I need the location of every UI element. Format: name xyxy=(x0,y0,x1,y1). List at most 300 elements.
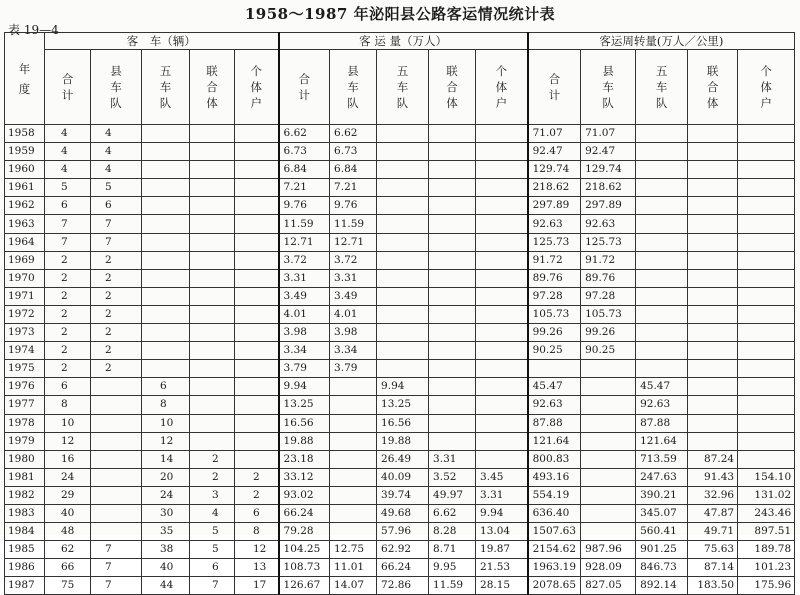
value-cell: 2 xyxy=(45,269,91,287)
value-cell: 19.88 xyxy=(279,432,330,450)
value-cell xyxy=(377,305,429,323)
value-cell: 35 xyxy=(142,523,190,541)
value-cell xyxy=(190,360,235,378)
subheader-volume-2: 五 车 队 xyxy=(377,50,429,125)
value-cell: 6.62 xyxy=(279,125,330,143)
value-cell xyxy=(235,215,279,233)
value-cell: 2 xyxy=(91,360,142,378)
header-passenger-volume: 客 运 量（万人） xyxy=(279,33,528,50)
value-cell: 827.05 xyxy=(581,577,636,595)
value-cell: 4 xyxy=(91,143,142,161)
value-cell xyxy=(476,305,528,323)
value-cell: 3.31 xyxy=(429,450,476,468)
value-cell: 6.84 xyxy=(279,161,330,179)
value-cell: 29 xyxy=(45,486,91,504)
value-cell: 101.23 xyxy=(738,559,795,577)
value-cell: 892.14 xyxy=(636,577,688,595)
value-cell xyxy=(235,269,279,287)
value-cell: 2 xyxy=(45,251,91,269)
value-cell xyxy=(235,432,279,450)
value-cell xyxy=(738,233,795,251)
table-title: 1958～1987 年泌阳县公路客运情况统计表 xyxy=(244,5,556,23)
value-cell xyxy=(476,143,528,161)
value-cell xyxy=(377,125,429,143)
value-cell: 7 xyxy=(91,577,142,595)
year-cell: 1970 xyxy=(5,269,45,287)
value-cell: 247.63 xyxy=(636,468,688,486)
value-cell xyxy=(429,215,476,233)
value-cell: 7 xyxy=(91,233,142,251)
value-cell xyxy=(190,432,235,450)
value-cell: 121.64 xyxy=(636,432,688,450)
table-row xyxy=(5,342,795,360)
value-cell xyxy=(142,125,190,143)
value-cell: 2 xyxy=(190,450,235,468)
value-cell xyxy=(330,378,377,396)
value-cell xyxy=(377,287,429,305)
value-cell: 13.04 xyxy=(476,523,528,541)
table-row xyxy=(5,233,795,251)
value-cell xyxy=(476,179,528,197)
subheader-vehicles-0: 合 计 xyxy=(45,50,91,125)
table-row xyxy=(5,324,795,342)
value-cell: 2 xyxy=(91,324,142,342)
value-cell xyxy=(190,179,235,197)
year-cell: 1976 xyxy=(5,378,45,396)
value-cell: 6.62 xyxy=(429,504,476,522)
value-cell: 89.76 xyxy=(528,269,581,287)
value-cell: 800.83 xyxy=(528,450,581,468)
value-cell xyxy=(91,504,142,522)
value-cell: 87.88 xyxy=(636,414,688,432)
value-cell xyxy=(738,179,795,197)
value-cell: 9.95 xyxy=(429,559,476,577)
value-cell: 189.78 xyxy=(738,541,795,559)
value-cell: 26.49 xyxy=(377,450,429,468)
value-cell xyxy=(429,414,476,432)
value-cell: 897.51 xyxy=(738,523,795,541)
value-cell: 20 xyxy=(142,468,190,486)
value-cell xyxy=(91,486,142,504)
value-cell xyxy=(91,523,142,541)
value-cell xyxy=(688,161,738,179)
value-cell xyxy=(142,143,190,161)
value-cell: 87.24 xyxy=(688,450,738,468)
header-sub-row xyxy=(5,50,795,125)
value-cell: 8.28 xyxy=(429,523,476,541)
value-cell: 345.07 xyxy=(636,504,688,522)
value-cell: 5 xyxy=(190,541,235,559)
value-cell xyxy=(636,197,688,215)
value-cell xyxy=(581,396,636,414)
value-cell: 3.98 xyxy=(330,324,377,342)
year-cell: 1958 xyxy=(5,125,45,143)
value-cell: 6.62 xyxy=(330,125,377,143)
value-cell: 3.31 xyxy=(476,486,528,504)
value-cell: 45.47 xyxy=(636,378,688,396)
value-cell xyxy=(190,251,235,269)
value-cell xyxy=(476,197,528,215)
value-cell xyxy=(636,360,688,378)
value-cell: 19.88 xyxy=(377,432,429,450)
value-cell: 90.25 xyxy=(581,342,636,360)
value-cell: 16.56 xyxy=(279,414,330,432)
value-cell: 66 xyxy=(45,559,91,577)
year-header xyxy=(5,33,45,125)
value-cell: 62.92 xyxy=(377,541,429,559)
value-cell: 3 xyxy=(190,486,235,504)
value-cell: 218.62 xyxy=(528,179,581,197)
table-row xyxy=(5,523,795,541)
value-cell: 7 xyxy=(45,215,91,233)
value-cell xyxy=(636,125,688,143)
table-row xyxy=(5,468,795,486)
value-cell xyxy=(688,414,738,432)
value-cell: 99.26 xyxy=(528,324,581,342)
value-cell: 9.94 xyxy=(279,378,330,396)
value-cell xyxy=(738,432,795,450)
value-cell: 4 xyxy=(45,161,91,179)
value-cell: 6 xyxy=(45,378,91,396)
value-cell: 40.09 xyxy=(377,468,429,486)
value-cell: 11.59 xyxy=(429,577,476,595)
value-cell: 7.21 xyxy=(330,179,377,197)
value-cell xyxy=(688,269,738,287)
value-cell: 3.79 xyxy=(330,360,377,378)
value-cell xyxy=(235,360,279,378)
value-cell xyxy=(738,396,795,414)
value-cell xyxy=(235,305,279,323)
subheader-vehicles-1: 县 车 队 xyxy=(91,50,142,125)
value-cell: 125.73 xyxy=(528,233,581,251)
value-cell: 99.26 xyxy=(581,324,636,342)
table-row xyxy=(5,504,795,522)
value-cell: 17 xyxy=(235,577,279,595)
value-cell: 3.31 xyxy=(279,269,330,287)
value-cell: 3.49 xyxy=(279,287,330,305)
value-cell xyxy=(636,251,688,269)
value-cell xyxy=(429,125,476,143)
value-cell xyxy=(688,360,738,378)
value-cell: 6.84 xyxy=(330,161,377,179)
value-cell xyxy=(429,233,476,251)
table-row xyxy=(5,414,795,432)
value-cell: 121.64 xyxy=(528,432,581,450)
value-cell xyxy=(190,143,235,161)
value-cell xyxy=(429,360,476,378)
value-cell xyxy=(429,269,476,287)
value-cell: 3.31 xyxy=(330,269,377,287)
value-cell xyxy=(330,504,377,522)
value-cell: 9.76 xyxy=(279,197,330,215)
value-cell: 89.76 xyxy=(581,269,636,287)
value-cell: 7 xyxy=(45,233,91,251)
value-cell: 2 xyxy=(45,287,91,305)
value-cell: 846.73 xyxy=(636,559,688,577)
value-cell: 39.74 xyxy=(377,486,429,504)
value-cell: 6 xyxy=(45,197,91,215)
value-cell xyxy=(688,125,738,143)
value-cell: 92.63 xyxy=(581,215,636,233)
value-cell xyxy=(142,269,190,287)
value-cell xyxy=(235,125,279,143)
value-cell: 8.71 xyxy=(429,541,476,559)
year-cell: 1963 xyxy=(5,215,45,233)
value-cell: 9.94 xyxy=(476,504,528,522)
value-cell: 243.46 xyxy=(738,504,795,522)
value-cell: 2 xyxy=(45,342,91,360)
value-cell: 49.97 xyxy=(429,486,476,504)
value-cell xyxy=(738,324,795,342)
table-row xyxy=(5,577,795,595)
value-cell xyxy=(636,342,688,360)
value-cell xyxy=(581,432,636,450)
year-cell: 1982 xyxy=(5,486,45,504)
value-cell: 40 xyxy=(45,504,91,522)
value-cell xyxy=(377,251,429,269)
value-cell xyxy=(330,523,377,541)
value-cell xyxy=(91,450,142,468)
value-cell xyxy=(429,305,476,323)
value-cell: 1963.19 xyxy=(528,559,581,577)
value-cell xyxy=(190,215,235,233)
subheader-vehicles-2: 五 车 队 xyxy=(142,50,190,125)
value-cell: 5 xyxy=(91,179,142,197)
value-cell: 13.25 xyxy=(377,396,429,414)
value-cell: 10 xyxy=(142,414,190,432)
subheader-turnover-0: 合 计 xyxy=(528,50,581,125)
value-cell xyxy=(429,432,476,450)
value-cell: 79.28 xyxy=(279,523,330,541)
year-cell: 1979 xyxy=(5,432,45,450)
value-cell xyxy=(581,504,636,522)
value-cell: 3.79 xyxy=(279,360,330,378)
value-cell: 3.45 xyxy=(476,468,528,486)
value-cell: 218.62 xyxy=(581,179,636,197)
table-row xyxy=(5,179,795,197)
value-cell: 92.63 xyxy=(528,396,581,414)
value-cell xyxy=(190,125,235,143)
value-cell xyxy=(235,414,279,432)
value-cell: 7 xyxy=(91,541,142,559)
subheader-vehicles-4: 个 体 户 xyxy=(235,50,279,125)
value-cell: 2 xyxy=(91,305,142,323)
value-cell xyxy=(190,233,235,251)
value-cell: 987.96 xyxy=(581,541,636,559)
value-cell: 297.89 xyxy=(581,197,636,215)
value-cell xyxy=(476,251,528,269)
year-cell: 1973 xyxy=(5,324,45,342)
value-cell: 7 xyxy=(91,559,142,577)
value-cell xyxy=(330,396,377,414)
value-cell: 2 xyxy=(235,468,279,486)
value-cell xyxy=(429,179,476,197)
value-cell: 390.21 xyxy=(636,486,688,504)
value-cell: 66.24 xyxy=(377,559,429,577)
value-cell: 2 xyxy=(45,324,91,342)
table-row xyxy=(5,197,795,215)
value-cell xyxy=(738,360,795,378)
value-cell: 3.98 xyxy=(279,324,330,342)
value-cell: 3.72 xyxy=(330,251,377,269)
value-cell xyxy=(142,197,190,215)
value-cell: 21.53 xyxy=(476,559,528,577)
value-cell xyxy=(429,396,476,414)
value-cell: 47.87 xyxy=(688,504,738,522)
table-row xyxy=(5,215,795,233)
value-cell: 71.07 xyxy=(528,125,581,143)
value-cell: 49.68 xyxy=(377,504,429,522)
value-cell: 92.63 xyxy=(528,215,581,233)
table-row xyxy=(5,269,795,287)
header-passenger-turnover: 客运周转量(万人／公里) xyxy=(528,33,795,50)
value-cell: 92.63 xyxy=(636,396,688,414)
subheader-turnover-2: 五 车 队 xyxy=(636,50,688,125)
table-body xyxy=(5,125,795,595)
year-cell: 1981 xyxy=(5,468,45,486)
value-cell: 12 xyxy=(142,432,190,450)
value-cell xyxy=(377,324,429,342)
value-cell xyxy=(91,396,142,414)
year-cell: 1987 xyxy=(5,577,45,595)
value-cell: 38 xyxy=(142,541,190,559)
value-cell: 3.34 xyxy=(330,342,377,360)
value-cell: 12.71 xyxy=(279,233,330,251)
value-cell xyxy=(688,378,738,396)
value-cell xyxy=(688,143,738,161)
value-cell: 11.59 xyxy=(279,215,330,233)
value-cell xyxy=(636,179,688,197)
table-row xyxy=(5,287,795,305)
value-cell: 493.16 xyxy=(528,468,581,486)
value-cell: 6 xyxy=(91,197,142,215)
value-cell: 126.67 xyxy=(279,577,330,595)
subheader-vehicles-3: 联 合 体 xyxy=(190,50,235,125)
year-cell: 1977 xyxy=(5,396,45,414)
value-cell: 14.07 xyxy=(330,577,377,595)
value-cell xyxy=(738,305,795,323)
value-cell: 24 xyxy=(45,468,91,486)
table-row xyxy=(5,305,795,323)
value-cell: 11.59 xyxy=(330,215,377,233)
value-cell xyxy=(581,414,636,432)
value-cell xyxy=(235,179,279,197)
value-cell xyxy=(235,342,279,360)
value-cell xyxy=(330,450,377,468)
value-cell: 92.47 xyxy=(528,143,581,161)
value-cell xyxy=(429,378,476,396)
value-cell xyxy=(377,161,429,179)
value-cell xyxy=(142,287,190,305)
value-cell xyxy=(142,161,190,179)
value-cell xyxy=(476,432,528,450)
value-cell xyxy=(142,342,190,360)
value-cell xyxy=(738,143,795,161)
value-cell xyxy=(190,414,235,432)
value-cell xyxy=(738,197,795,215)
year-cell: 1960 xyxy=(5,161,45,179)
value-cell xyxy=(429,287,476,305)
table-row xyxy=(5,251,795,269)
value-cell xyxy=(688,215,738,233)
value-cell: 72.86 xyxy=(377,577,429,595)
value-cell xyxy=(636,215,688,233)
value-cell xyxy=(142,251,190,269)
value-cell: 125.73 xyxy=(581,233,636,251)
value-cell: 6.73 xyxy=(279,143,330,161)
value-cell: 554.19 xyxy=(528,486,581,504)
year-cell: 1975 xyxy=(5,360,45,378)
value-cell xyxy=(190,342,235,360)
value-cell: 16 xyxy=(45,450,91,468)
value-cell: 33.12 xyxy=(279,468,330,486)
table-row xyxy=(5,396,795,414)
value-cell xyxy=(235,161,279,179)
value-cell: 4 xyxy=(45,125,91,143)
value-cell xyxy=(429,342,476,360)
value-cell: 108.73 xyxy=(279,559,330,577)
value-cell: 71.07 xyxy=(581,125,636,143)
value-cell xyxy=(688,305,738,323)
year-cell: 1983 xyxy=(5,504,45,522)
value-cell: 49.71 xyxy=(688,523,738,541)
value-cell xyxy=(142,215,190,233)
value-cell xyxy=(91,414,142,432)
table-row xyxy=(5,450,795,468)
value-cell xyxy=(581,523,636,541)
value-cell xyxy=(377,342,429,360)
value-cell: 713.59 xyxy=(636,450,688,468)
year-cell: 1962 xyxy=(5,197,45,215)
year-cell: 1986 xyxy=(5,559,45,577)
value-cell: 560.41 xyxy=(636,523,688,541)
subheader-volume-4: 个 体 户 xyxy=(476,50,528,125)
value-cell xyxy=(91,378,142,396)
header-vehicles: 客 车（辆） xyxy=(45,33,279,50)
value-cell: 75.63 xyxy=(688,541,738,559)
table-row xyxy=(5,486,795,504)
value-cell xyxy=(142,233,190,251)
value-cell: 7 xyxy=(91,215,142,233)
value-cell xyxy=(377,360,429,378)
value-cell: 13 xyxy=(235,559,279,577)
table-row xyxy=(5,360,795,378)
value-cell xyxy=(476,287,528,305)
table-row xyxy=(5,541,795,559)
value-cell xyxy=(581,486,636,504)
value-cell xyxy=(738,378,795,396)
value-cell xyxy=(636,233,688,251)
value-cell xyxy=(142,324,190,342)
year-cell: 1972 xyxy=(5,305,45,323)
value-cell: 12.71 xyxy=(330,233,377,251)
value-cell xyxy=(688,197,738,215)
value-cell xyxy=(688,342,738,360)
value-cell: 4 xyxy=(91,125,142,143)
value-cell xyxy=(190,287,235,305)
value-cell: 131.02 xyxy=(738,486,795,504)
value-cell: 4 xyxy=(45,143,91,161)
value-cell: 6 xyxy=(235,504,279,522)
value-cell xyxy=(738,251,795,269)
value-cell xyxy=(330,432,377,450)
value-cell: 97.28 xyxy=(581,287,636,305)
year-cell: 1974 xyxy=(5,342,45,360)
value-cell: 3.72 xyxy=(279,251,330,269)
value-cell xyxy=(377,269,429,287)
table-row xyxy=(5,125,795,143)
value-cell xyxy=(429,197,476,215)
